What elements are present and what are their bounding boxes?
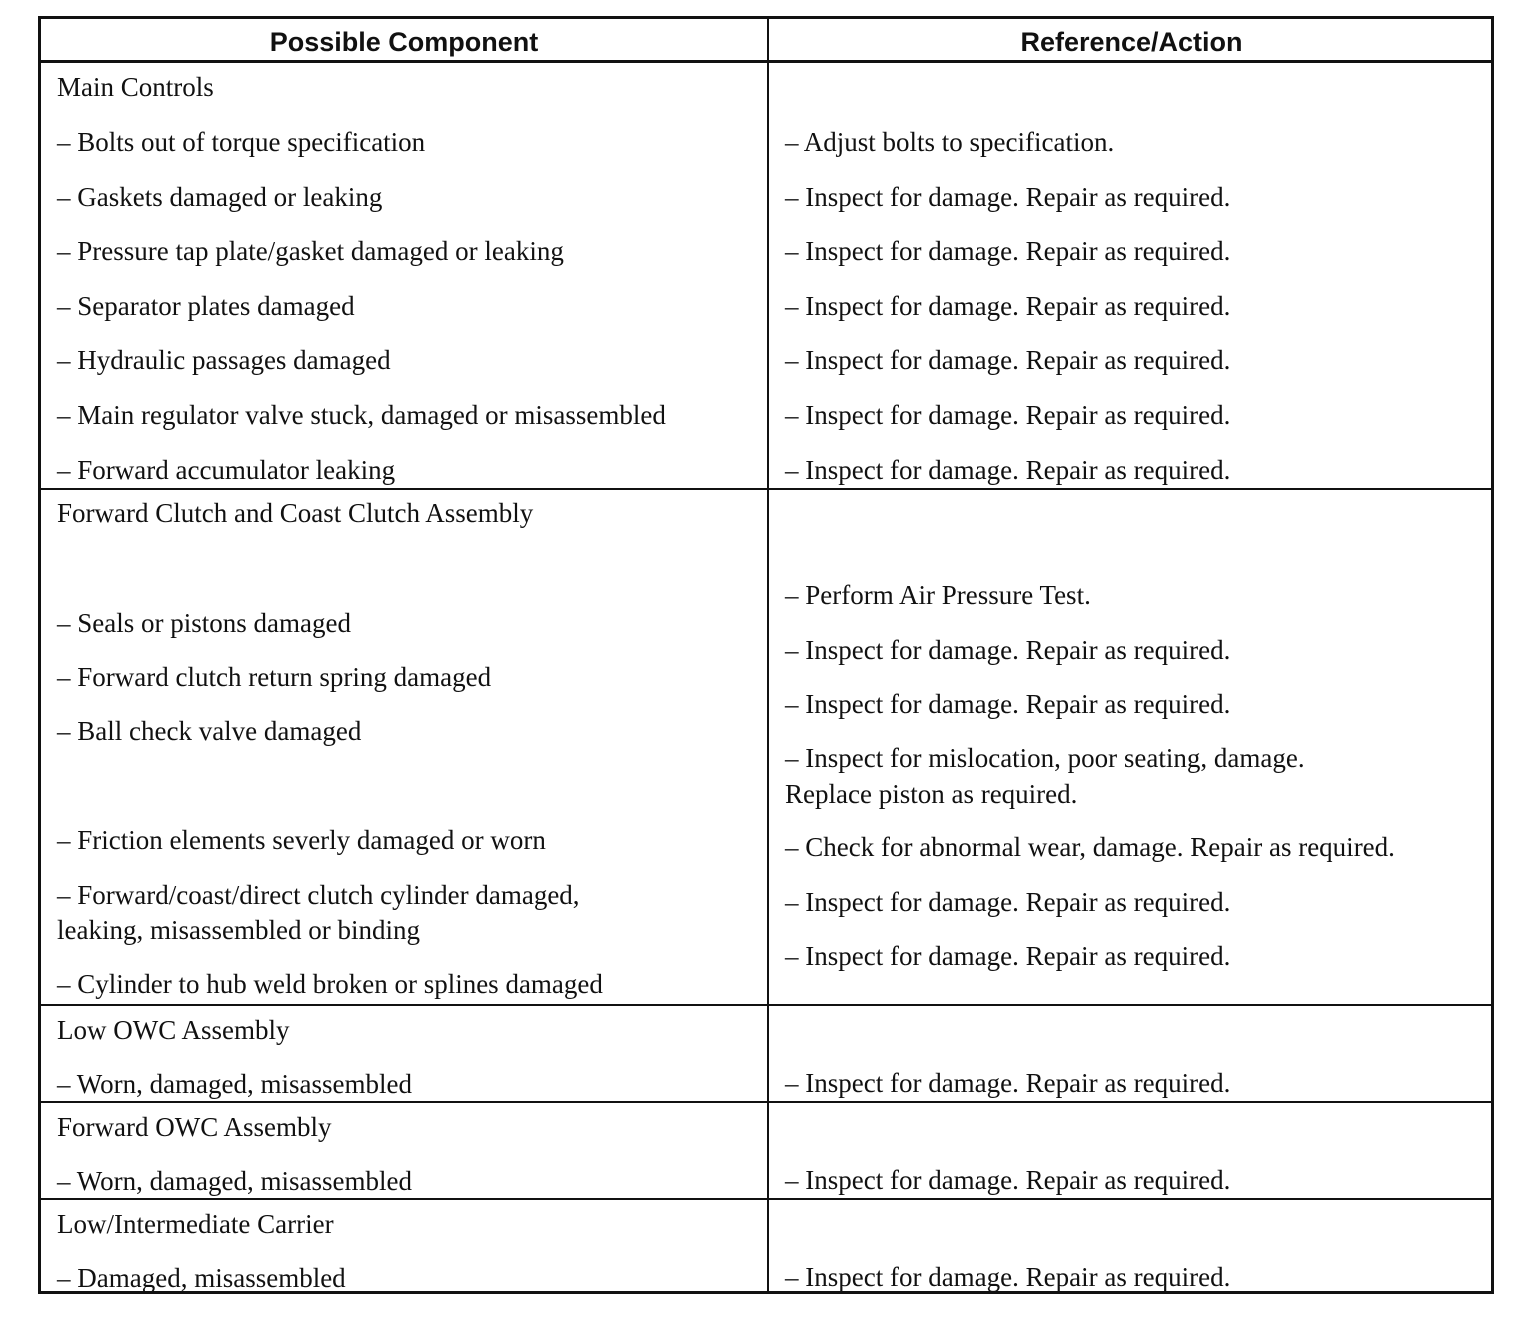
component-item: – Hydraulic passages damaged xyxy=(57,345,391,375)
component-item: – Worn, damaged, misassembled xyxy=(57,1166,413,1196)
component-item: – Friction elements severly damaged or worn xyxy=(57,825,546,855)
section-title: Forward OWC Assembly xyxy=(57,1112,332,1142)
section-title: Forward Clutch and Coast Clutch Assembly xyxy=(57,498,534,528)
table-header-row xyxy=(41,19,1491,63)
component-item: – Seals or pistons damaged xyxy=(57,608,351,638)
component-item: – Forward/coast/direct clutch cylinder damaged, xyxy=(57,880,580,910)
action-item: – Inspect for damage. Repair as required. xyxy=(785,400,1231,430)
component-item: – Separator plates damaged xyxy=(57,291,355,321)
action-item: Replace piston as required. xyxy=(785,779,1078,809)
component-item: – Pressure tap plate/gasket damaged or leaking xyxy=(57,236,564,266)
header-reference-action: Reference/Action xyxy=(1020,27,1243,57)
action-item: – Inspect for damage. Repair as required. xyxy=(785,1068,1231,1098)
action-item: – Check for abnormal wear, damage. Repair as required. xyxy=(785,832,1395,862)
row-divider xyxy=(41,1004,1491,1006)
section-title: Low/Intermediate Carrier xyxy=(57,1209,334,1239)
diagnosis-table xyxy=(38,16,1494,1294)
action-item: – Perform Air Pressure Test. xyxy=(785,580,1091,610)
action-item: – Inspect for damage. Repair as required. xyxy=(785,689,1231,719)
action-item: – Inspect for damage. Repair as required. xyxy=(785,345,1231,375)
component-item: – Main regulator valve stuck, damaged or misassembled xyxy=(57,400,666,430)
header-possible-component: Possible Component xyxy=(269,27,539,57)
action-item: – Inspect for damage. Repair as required. xyxy=(785,1165,1231,1195)
component-item: – Forward clutch return spring damaged xyxy=(57,662,492,692)
section-title: Main Controls xyxy=(57,72,214,102)
row-divider xyxy=(41,1198,1491,1200)
row-divider xyxy=(41,488,1491,490)
action-item: – Inspect for mislocation, poor seating, damage. xyxy=(785,743,1305,773)
component-item: leaking, misassembled or binding xyxy=(57,915,420,945)
action-item: – Inspect for damage. Repair as required. xyxy=(785,887,1231,917)
component-item: – Ball check valve damaged xyxy=(57,716,362,746)
action-item: – Inspect for damage. Repair as required. xyxy=(785,236,1231,266)
component-item: – Cylinder to hub weld broken or splines damaged xyxy=(57,969,603,999)
component-item: – Damaged, misassembled xyxy=(57,1263,346,1293)
component-item: – Gaskets damaged or leaking xyxy=(57,182,383,212)
section-title: Low OWC Assembly xyxy=(57,1015,290,1045)
row-divider xyxy=(41,1101,1491,1103)
component-item: – Bolts out of torque specification xyxy=(57,127,426,157)
action-item: – Inspect for damage. Repair as required. xyxy=(785,1262,1231,1292)
action-item: – Inspect for damage. Repair as required. xyxy=(785,941,1231,971)
action-item: – Adjust bolts to specification. xyxy=(785,127,1115,157)
component-item: – Worn, damaged, misassembled xyxy=(57,1069,413,1099)
action-item: – Inspect for damage. Repair as required. xyxy=(785,291,1231,321)
action-item: – Inspect for damage. Repair as required. xyxy=(785,635,1231,665)
action-item: – Inspect for damage. Repair as required. xyxy=(785,455,1231,485)
component-item: – Forward accumulator leaking xyxy=(57,455,396,485)
action-item: – Inspect for damage. Repair as required. xyxy=(785,182,1231,212)
